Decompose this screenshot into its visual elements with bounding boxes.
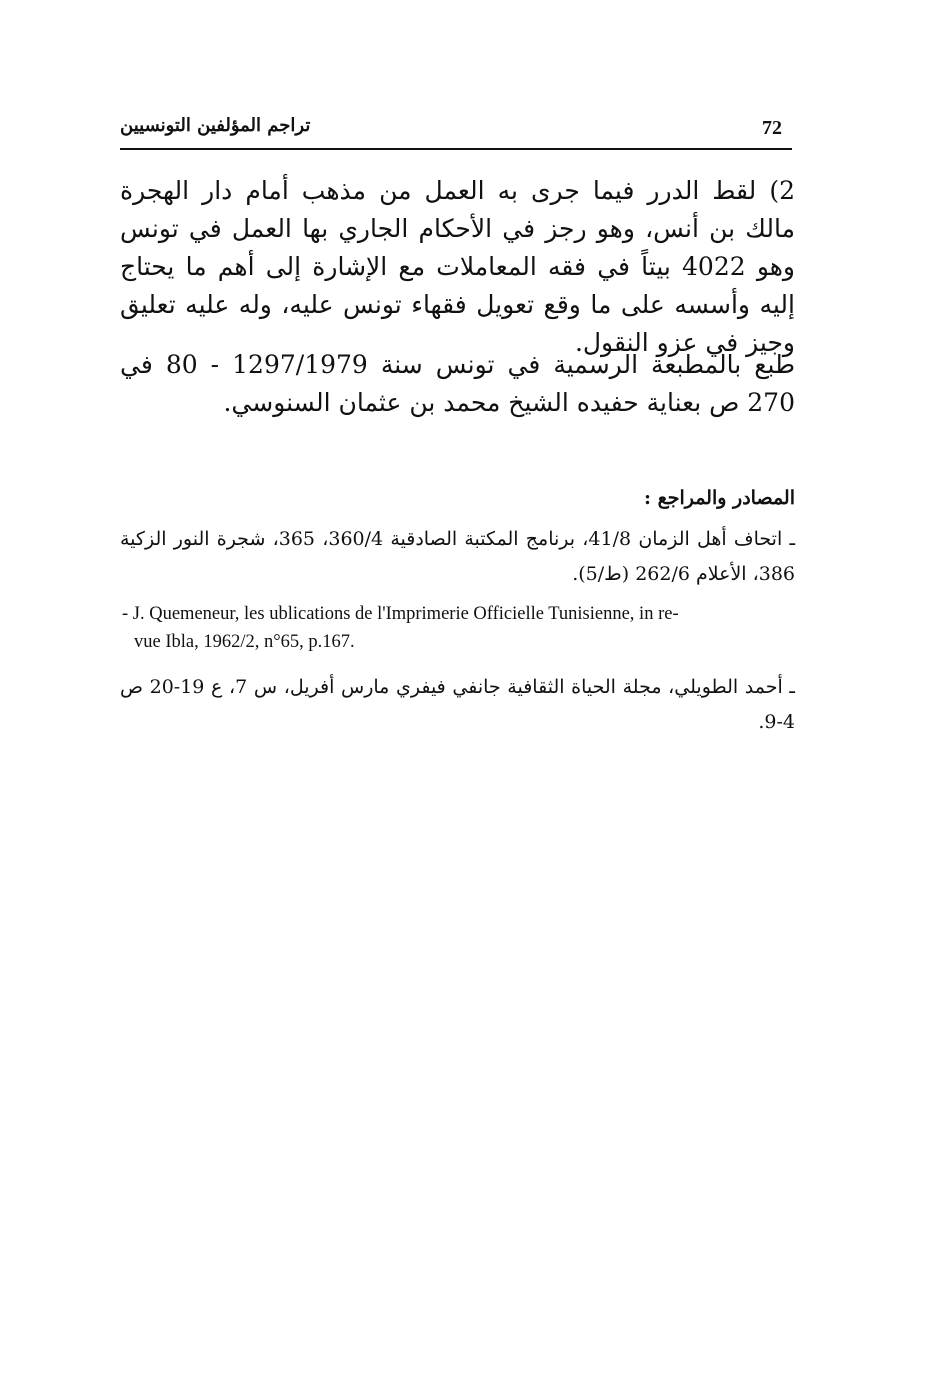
reference-french: [122, 600, 794, 656]
reference-french-line-2: vue Ibla, 1962/2, n°65, p.167.: [134, 632, 355, 652]
running-title: تراجم المؤلفين التونسيين: [120, 115, 311, 136]
reference-arabic-1: ـ اتحاف أهل الزمان 41/8، برنامج المكتبة الصادقية 360/4، 365، شجرة النور الزكية 386، الأعلام 262/6 (ط/5).: [120, 528, 796, 585]
header-rule: [120, 148, 792, 150]
entry-printing-note: طبع بالمطبعة الرسمية في تونس سنة 1297/1979 - 80 في 270 ص بعناية حفيده الشيخ محمد بن عثمان السنوسي.: [120, 350, 795, 417]
entry-description: 2) لقط الدرر فيما جرى به العمل من مذهب أمام دار الهجرة مالك بن أنس، وهو رجز في الأحكام الجاري بها العمل في تونس وهو 4022 بيتاً في فقه المعاملات مع الإشارة إلى أهم ما يحتاج إليه وأسسه على ما وقع تعويل فقهاء تونس عليه، وله عليه تعليق وجيز في عزو النقول.: [120, 176, 795, 357]
page-number: 72: [762, 117, 782, 139]
reference-french-line-1: - J. Quemeneur, les ublications de l'Imprimerie Officielle Tunisienne, in re-: [122, 604, 679, 624]
reference-arabic-2: ـ أحمد الطويلي، مجلة الحياة الثقافية جانفي فيفري مارس أفريل، س 7، ع 19-20 ص 4-9.: [120, 676, 795, 733]
sources-heading: المصادر والمراجع :: [643, 487, 795, 509]
